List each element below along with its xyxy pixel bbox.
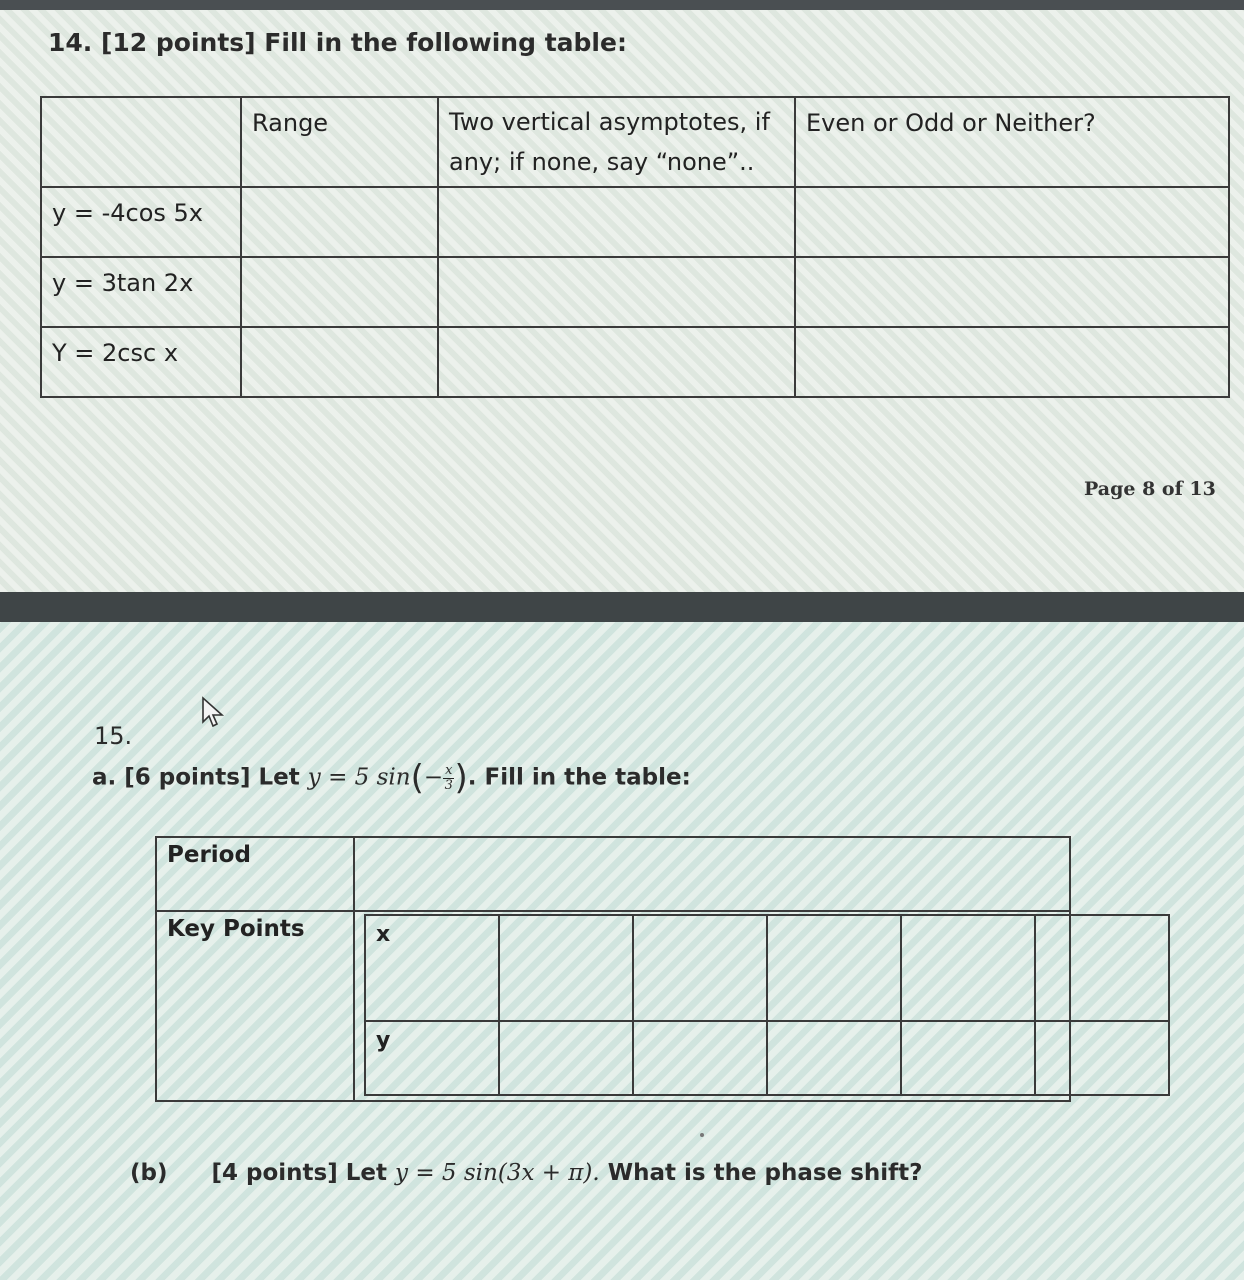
table-row [41,257,1229,327]
period-label: Period [156,837,354,911]
part-b-label: (b) [130,1160,168,1186]
period-row [156,837,1070,911]
x-answer-cell[interactable] [499,915,633,1021]
x-answer-cell[interactable] [767,915,901,1021]
function-cell: Y = 2csc x [41,327,241,397]
asymptote-answer-cell[interactable] [438,187,795,257]
header-blank-cell [41,97,241,187]
question-14-table [40,96,1230,398]
parity-answer-cell[interactable] [795,187,1229,257]
key-points-label: Key Points [156,911,354,1101]
function-cell: y = -4cos 5x [41,187,241,257]
stray-mark [700,1133,704,1137]
page-number: Page 8 of 13 [1084,478,1216,500]
parity-answer-cell[interactable] [795,327,1229,397]
y-answer-cell[interactable] [901,1021,1035,1095]
asymptote-answer-cell[interactable] [438,257,795,327]
question-15b-text [130,1160,923,1186]
range-answer-cell[interactable] [241,187,438,257]
y-row [365,1021,1169,1095]
y-answer-cell[interactable] [633,1021,767,1095]
top-bar [0,0,1244,10]
table-header-row [41,97,1229,187]
parity-answer-cell[interactable] [795,257,1229,327]
x-answer-cell[interactable] [1035,915,1169,1021]
asymptote-answer-cell[interactable] [438,327,795,397]
x-row [365,915,1169,1021]
y-answer-cell[interactable] [1035,1021,1169,1095]
part-a-minus: − [423,764,444,791]
fraction-numerator: x [445,762,453,778]
x-answer-cell[interactable] [901,915,1035,1021]
x-label: x [365,915,499,1021]
key-points-grid [364,914,1170,1096]
part-b-prefix: [4 points] Let [211,1160,388,1186]
y-answer-cell[interactable] [767,1021,901,1095]
range-answer-cell[interactable] [241,257,438,327]
function-cell: y = 3tan 2x [41,257,241,327]
part-a-prefix: a. [6 points] Let [92,764,300,791]
part-b-equation: y = 5 sin(3x + π). [395,1160,600,1186]
header-asymptotes: Two vertical asymptotes, if any; if none, say “none”.. [438,97,795,187]
part-a-suffix: . Fill in the table: [467,764,691,791]
table-row [41,187,1229,257]
period-answer-cell[interactable] [354,837,1070,911]
part-a-equation-lhs: y = 5 sin [307,764,411,791]
x-answer-cell[interactable] [633,915,767,1021]
fraction-denominator: 3 [444,777,453,793]
page-divider [0,592,1244,622]
mouse-pointer-icon [200,696,228,734]
question-15a-text: a. [6 points] Let y = 5 sin(− $\frac{x}{3}$ ). Fill in the table: [92,758,691,798]
y-answer-cell[interactable] [499,1021,633,1095]
y-label: y [365,1021,499,1095]
question-15-number: 15. [94,722,133,750]
part-b-suffix: What is the phase shift? [607,1160,923,1186]
part-a-fraction [443,764,454,793]
range-answer-cell[interactable] [241,327,438,397]
question-14-title: 14. [12 points] Fill in the following table: [48,28,627,57]
header-even-odd: Even or Odd or Neither? [795,97,1229,187]
table-row [41,327,1229,397]
header-range: Range [241,97,438,187]
